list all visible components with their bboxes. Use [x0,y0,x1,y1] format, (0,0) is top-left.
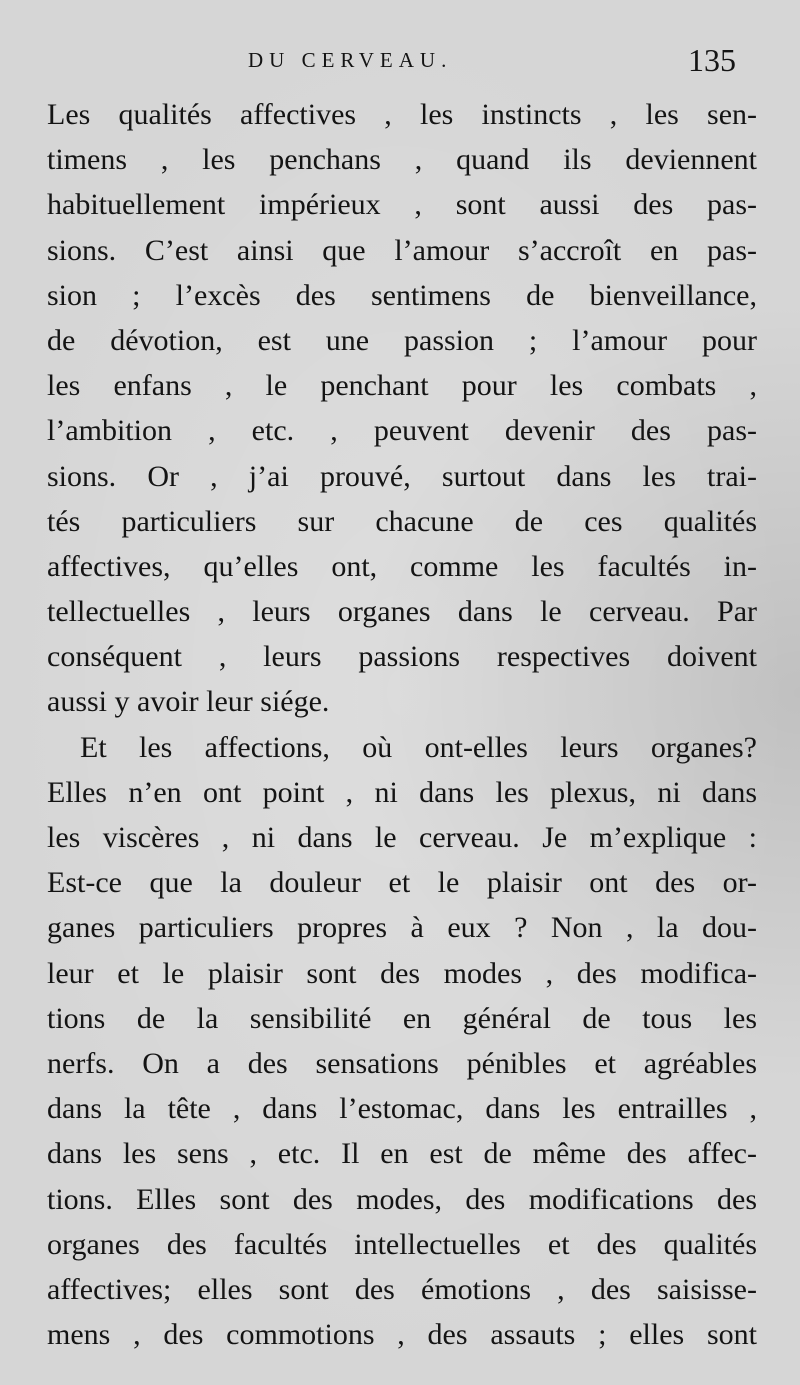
text-line: mens , des commotions , des assauts ; elles sont [47,1318,757,1352]
page-number: 135 [688,42,736,78]
text-line: dans la tête , dans l’estomac, dans les entrailles , [47,1092,757,1126]
text-line: Les qualités affectives , les instincts , les sen- [47,98,757,131]
page-header [0,44,800,84]
text-line: conséquent , leurs passions respectives doivent [47,640,757,674]
paragraph-2 [47,725,757,1358]
text-line: Elles n’en ont point , ni dans les plexus, ni dans [47,775,757,809]
text-line: tions. Elles sont des modes, des modifications des [47,1182,757,1216]
text-line: affectives, qu’elles ont, comme les facultés in- [47,549,757,583]
text-line: nerfs. On a des sensations pénibles et agréables [47,1046,757,1080]
text-line: de dévotion, est une passion ; l’amour pour [47,323,757,357]
text-line: habituellement impérieux , sont aussi des pas- [47,188,757,222]
text-line: aussi y avoir leur siége. [47,685,330,719]
text-line: dans les sens , etc. Il en est de même des affec- [47,1137,757,1171]
text-line: tions de la sensibilité en général de tous les [47,1001,757,1035]
text-line: sions. C’est ainsi que l’amour s’accroît en pas- [47,233,757,267]
text-line: ganes particuliers propres à eux ? Non , la dou- [47,911,757,945]
text-line: organes des facultés intellectuelles et des qualités [47,1227,757,1261]
text-line: tés particuliers sur chacune de ces qualités [47,504,757,538]
text-line: tellectuelles , leurs organes dans le cerveau. Par [47,595,757,629]
paragraph-1 [47,92,757,725]
text-line: les enfans , le penchant pour les combats , [47,369,757,403]
text-line: sion ; l’excès des sentimens de bienveillance, [47,278,757,312]
body-text [47,92,757,1357]
text-line: Est-ce que la douleur et le plaisir ont des or- [47,866,757,900]
text-line: Et les affections, où ont-elles leurs organes? [80,730,757,764]
text-line: l’ambition , etc. , peuvent devenir des pas- [47,414,757,448]
text-line: sions. Or , j’ai prouvé, surtout dans les trai- [47,459,757,493]
running-title: DU CERVEAU. [248,48,453,72]
text-line: les viscères , ni dans le cerveau. Je m’explique : [47,821,757,854]
text-line: affectives; elles sont des émotions , des saisisse- [47,1272,757,1306]
text-line: leur et le plaisir sont des modes , des modifica- [47,956,757,990]
text-line: timens , les penchans , quand ils deviennent [47,143,757,177]
